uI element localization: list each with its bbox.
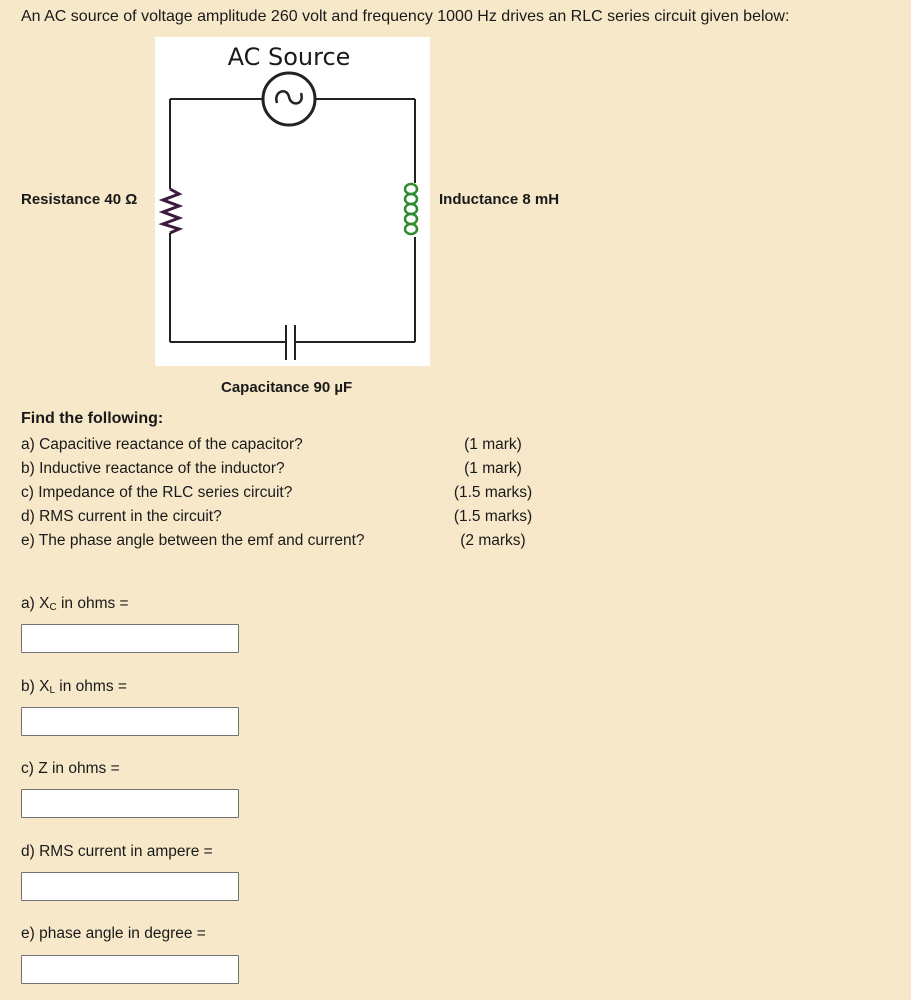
phase-input[interactable] xyxy=(21,955,239,984)
intro-text: An AC source of voltage amplitude 260 volt and frequency 1000 Hz drives an RLC series circuit given below: xyxy=(21,8,790,25)
ac-source-icon xyxy=(263,73,315,125)
inductor-icon xyxy=(405,184,417,234)
capacitance-label: Capacitance 90 µF xyxy=(221,379,353,396)
marks-item: (1.5 marks) xyxy=(453,484,533,501)
irms-input[interactable] xyxy=(21,872,239,901)
marks-item: (1.5 marks) xyxy=(453,508,533,525)
question-item: b) Inductive reactance of the inductor? xyxy=(21,460,285,477)
marks-item: (1 mark) xyxy=(464,460,522,477)
find-title: Find the following: xyxy=(21,410,164,427)
question-item: a) Capacitive reactance of the capacitor? xyxy=(21,436,303,453)
irms-label: d) RMS current in ampere = xyxy=(21,843,213,860)
circuit-diagram xyxy=(155,37,430,366)
xc-label: a) $X_C$ in ohms = xyxy=(21,595,129,613)
xl-label: b) $X_L$ in ohms = xyxy=(21,678,127,696)
capacitor-icon xyxy=(286,325,295,360)
xc-input[interactable] xyxy=(21,624,239,653)
marks-item: (1 mark) xyxy=(464,436,522,453)
resistance-label: Resistance 40 Ω xyxy=(21,191,138,208)
xl-input[interactable] xyxy=(21,707,239,736)
question-item: d) RMS current in the circuit? xyxy=(21,508,222,525)
marks-list xyxy=(440,433,546,553)
phase-label: e) phase angle in degree = xyxy=(21,925,206,942)
question-list xyxy=(21,433,365,553)
ac-source-label: AC Source xyxy=(227,43,351,71)
z-label: c) Z in ohms = xyxy=(21,760,120,777)
question-item: c) Impedance of the RLC series circuit? xyxy=(21,484,293,501)
resistor-icon xyxy=(163,189,179,233)
z-input[interactable] xyxy=(21,789,239,818)
question-item: e) The phase angle between the emf and current? xyxy=(21,532,365,549)
marks-item: (2 marks) xyxy=(460,532,526,549)
inductance-label: Inductance 8 mH xyxy=(439,191,560,208)
